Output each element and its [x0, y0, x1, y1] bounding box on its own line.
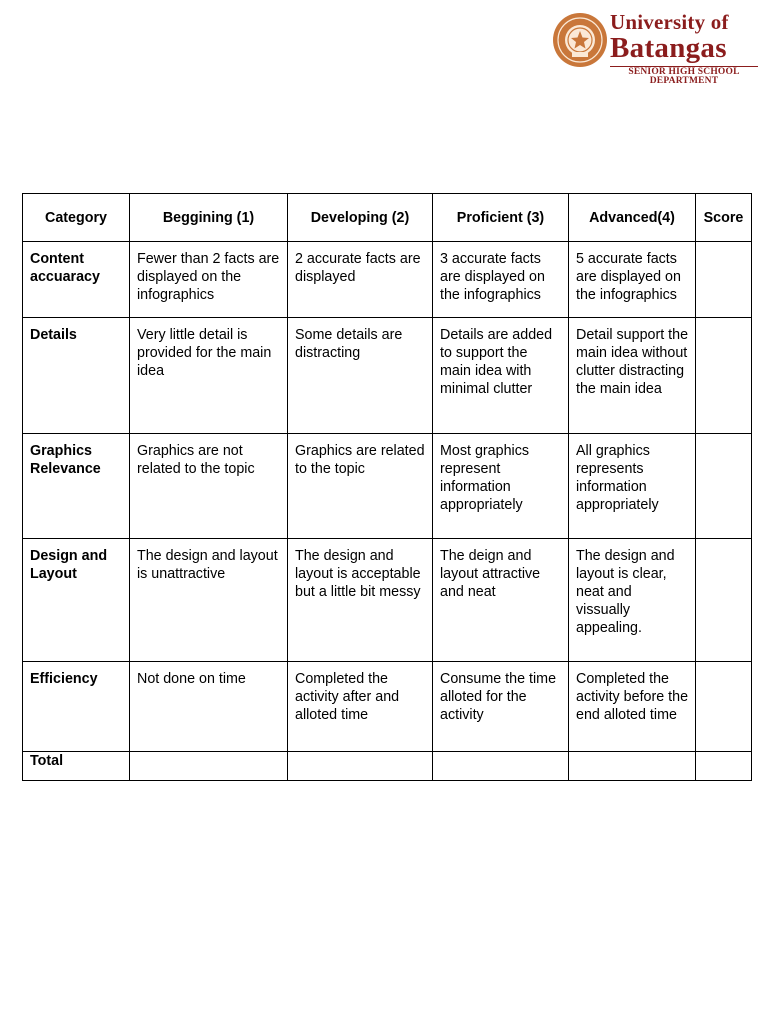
row-category	[23, 434, 130, 539]
cell-advanced: The design and layout is clear, neat and vissually appealing.	[569, 539, 696, 662]
row-category	[23, 242, 130, 318]
cell-developing: Some details are distracting	[288, 318, 433, 434]
cell-developing: Completed the activity after and alloted time	[288, 662, 433, 752]
column-header-beginning: Beggining (1)	[130, 194, 288, 242]
cell-score[interactable]	[696, 318, 752, 434]
table-row	[23, 242, 752, 318]
cell-advanced: Detail support the main idea without clutter distracting the main idea	[569, 318, 696, 434]
column-header-developing: Developing (2)	[288, 194, 433, 242]
column-header-proficient: Proficient (3)	[433, 194, 569, 242]
cell-proficient: Consume the time alloted for the activity	[433, 662, 569, 752]
column-header-advanced: Advanced(4)	[569, 194, 696, 242]
category-line: accuaracy	[30, 269, 100, 285]
category-line: Graphics	[30, 443, 92, 459]
row-category	[23, 318, 130, 434]
total-row	[23, 752, 752, 781]
department-line1: SENIOR HIGH SCHOOL	[628, 67, 740, 77]
cell-beginning: Graphics are not related to the topic	[130, 434, 288, 539]
cell-beginning: Very little detail is provided for the main idea	[130, 318, 288, 434]
cell-proficient: Most graphics represent information appropriately	[433, 434, 569, 539]
column-header-score: Score	[696, 194, 752, 242]
total-cell-beginning	[130, 752, 288, 781]
cell-beginning: Not done on time	[130, 662, 288, 752]
cell-advanced: 5 accurate facts are displayed on the infographics	[569, 242, 696, 318]
cell-developing: Graphics are related to the topic	[288, 434, 433, 539]
total-score-cell[interactable]	[696, 752, 752, 781]
cell-proficient: The deign and layout attractive and neat	[433, 539, 569, 662]
cell-developing: The design and layout is acceptable but a little bit messy	[288, 539, 433, 662]
cell-developing: 2 accurate facts are displayed	[288, 242, 433, 318]
university-name-line2: Batangas	[610, 32, 727, 64]
row-category	[23, 539, 130, 662]
category-line: Details	[30, 327, 77, 343]
column-header-category: Category	[23, 194, 130, 242]
department-line2: DEPARTMENT	[649, 76, 719, 86]
cell-score[interactable]	[696, 242, 752, 318]
table-row	[23, 318, 752, 434]
table-header-row	[23, 194, 752, 242]
cell-proficient: 3 accurate facts are displayed on the infographics	[433, 242, 569, 318]
cell-beginning: The design and layout is unattractive	[130, 539, 288, 662]
total-cell-advanced	[569, 752, 696, 781]
category-line: Layout	[30, 566, 77, 582]
university-wordmark	[610, 10, 762, 86]
table-row	[23, 434, 752, 539]
total-cell-proficient	[433, 752, 569, 781]
rubric-table	[22, 193, 752, 781]
total-cell-developing	[288, 752, 433, 781]
category-line: Design and	[30, 548, 108, 564]
university-header	[552, 10, 762, 88]
cell-score[interactable]	[696, 539, 752, 662]
row-category	[23, 662, 130, 752]
cell-advanced: All graphics represents information appropriately	[569, 434, 696, 539]
cell-beginning: Fewer than 2 facts are displayed on the infographics	[130, 242, 288, 318]
table-row	[23, 662, 752, 752]
category-line: Content	[30, 251, 84, 267]
cell-score[interactable]	[696, 662, 752, 752]
cell-proficient: Details are added to support the main idea with minimal clutter	[433, 318, 569, 434]
total-label: Total	[23, 752, 130, 781]
category-line: Efficiency	[30, 671, 98, 687]
table-row	[23, 539, 752, 662]
cell-advanced: Completed the activity before the end alloted time	[569, 662, 696, 752]
cell-score[interactable]	[696, 434, 752, 539]
university-seal-icon	[552, 12, 608, 68]
category-line: Relevance	[30, 461, 101, 477]
university-name-line1: University of	[610, 10, 729, 34]
